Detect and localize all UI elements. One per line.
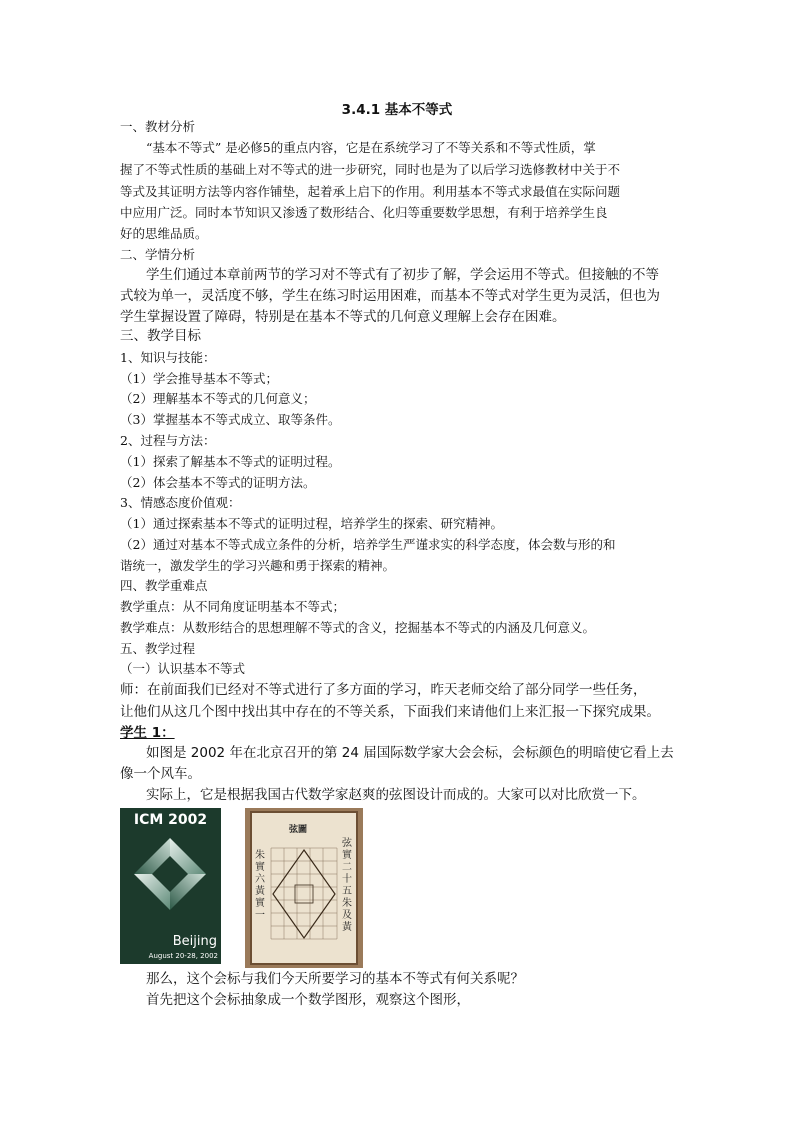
logo-city: Beijing [172,934,217,949]
paragraph-line: 像一个风车。 [120,766,201,782]
section-heading: 四、教学重难点 [120,578,208,593]
paragraph-line: 学生掌握设置了障碍，特别是在基本不等式的几何意义理解上会存在困难。 [120,309,566,325]
list-item: （1）学会推导基本不等式； [120,371,278,386]
paragraph-line: 式较为单一，灵活度不够，学生在练习时运用困难，而基本不等式对学生更为灵活，但也为 [120,288,660,304]
scroll-top-label: 弦圖 [289,825,308,835]
list-item: （3）掌握基本不等式成立、取等条件。 [120,412,341,427]
section-heading: 一、教材分析 [120,119,196,134]
list-item: （2）理解基本不等式的几何意义； [120,391,316,406]
logo-date: August 20-28, 2002 [148,952,218,960]
list-item: （2）通过对基本不等式成立条件的分析，培养学生严谨求实的科学态度，体会数与形的和 [120,537,616,552]
paragraph-line: 那么，这个会标与我们今天所要学习的基本不等式有何关系呢？ [146,971,524,987]
paragraph-line: 中应用广泛。同时本节知识又渗透了数形结合、化归等重要数学思想，有利于培养学生良 [120,205,608,220]
scroll-right-label: 弦實二十五朱及黃 [342,838,352,933]
section-heading: 三、教学目标 [120,328,201,344]
subheading: 2、过程与方法： [120,433,216,448]
page-title: 3.4.1 基本不等式 [341,102,453,118]
paragraph-line: “基本不等式” 是必修5的重点内容，它是在系统学习了不等关系和不等式性质，掌 [146,140,596,155]
paragraph-line: 教学难点：从数形结合的思想理解不等式的含义，挖掘基本不等式的内涵及几何意义。 [120,620,596,635]
paragraph-line: 教学重点：从不同角度证明基本不等式； [120,599,346,614]
section-heading: 五、教学过程 [120,641,196,656]
list-item: 谐统一，激发学生的学习兴趣和勇于探索的精神。 [120,558,396,573]
subheading: （一）认识基本不等式 [120,661,246,676]
section-heading: 二、学情分析 [120,247,196,262]
subheading: 1、知识与技能： [120,350,216,365]
list-item: （2）体会基本不等式的证明方法。 [120,475,316,490]
paragraph-line: 好的思维品质。 [120,226,208,241]
logo-title: ICM 2002 [133,812,208,828]
xian-tu-scroll-image [245,808,363,968]
icm-2002-logo-image [120,808,221,964]
paragraph-line: 学生们通过本章前两节的学习对不等式有了初步了解，学会运用不等式。但接触的不等 [146,267,659,283]
paragraph-line: 握了不等式性质的基础上对不等式的进一步研究，同时也是为了以后学习选修教材中关于不 [120,162,621,177]
paragraph-line: 首先把这个会标抽象成一个数学图形，观察这个图形， [146,992,470,1008]
list-item: （1）通过探索基本不等式的证明过程，培养学生的探索、研究精神。 [120,516,503,531]
paragraph-line: 让他们从这几个图中找出其中存在的不等关系，下面我们来请他们上来汇报一下探究成果。 [120,704,660,720]
list-item: （1）探索了解基本不等式的证明过程。 [120,454,341,469]
paragraph-line: 实际上，它是根据我国古代数学家赵爽的弦图设计而成的。大家可以对比欣赏一下。 [146,787,646,803]
paragraph-line: 师：在前面我们已经对不等式进行了多方面的学习，昨天老师交给了部分同学一些任务， [120,682,647,698]
paragraph-line: 等式及其证明方法等内容作铺垫，起着承上启下的作用。利用基本不等式求最值在实际问题 [120,184,621,199]
subheading: 3、情感态度价值观： [120,495,241,510]
paragraph-line: 如图是 2002 年在北京召开的第 24 届国际数学家大会会标，会标颜色的明暗使它看上去 [146,745,674,761]
scroll-left-label: 朱實六黃實一 [255,850,265,921]
student-label: 学生 1： [120,725,175,741]
